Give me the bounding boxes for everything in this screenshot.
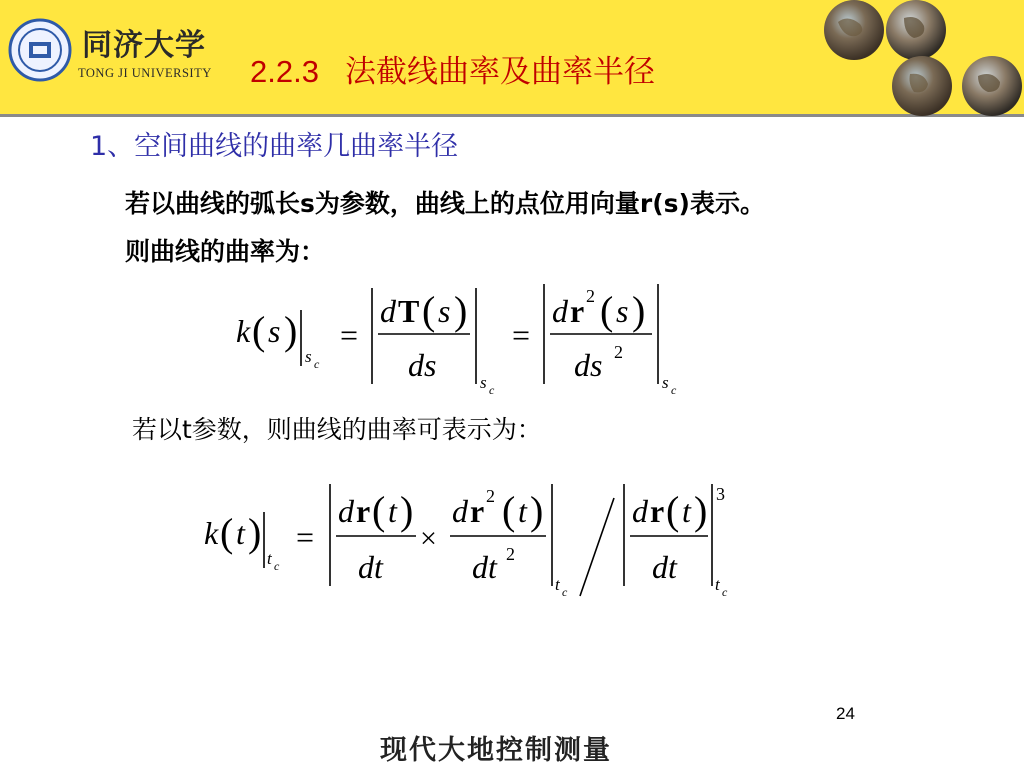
formula2-t2: t — [388, 493, 397, 529]
globe-icon — [824, 0, 884, 60]
university-logo — [8, 14, 240, 88]
formula1-s2: s — [438, 293, 451, 329]
formula2-lparen2: ( — [372, 488, 386, 533]
formula1-rparen2: ) — [454, 288, 468, 333]
formula1-ds2: ds — [574, 347, 603, 383]
formula2-subc3: c — [722, 585, 728, 599]
globe-icon — [892, 56, 952, 116]
formula1-ds: ds — [408, 347, 437, 383]
formula2-t: t — [236, 515, 245, 551]
formula2-d: d — [338, 493, 354, 529]
formula1-k: k — [236, 313, 251, 349]
intro-line-2: 则曲线的曲率为： — [125, 237, 326, 266]
formula2-t3: t — [518, 493, 527, 529]
formula1-eq2: = — [512, 317, 531, 353]
formula1-subc2: c — [489, 383, 495, 397]
formula2-rparen: ) — [248, 510, 262, 555]
formula1-sub2: s — [480, 373, 487, 392]
formula2-r3: r — [650, 493, 665, 529]
formula1-subc3: c — [671, 383, 677, 397]
formula1-d2: d — [552, 293, 568, 329]
intro-line-1: 若以曲线的弧长s为参数，曲线上的点位用向量r(s)表示。 — [125, 189, 765, 218]
formula1-lparen: ( — [252, 308, 266, 353]
university-name: 同济大学 — [82, 28, 206, 63]
university-seal-icon — [8, 18, 72, 82]
formula1-lparen3: ( — [600, 288, 614, 333]
formula1-rparen3: ) — [632, 288, 646, 333]
formula1-subc: c — [314, 357, 320, 371]
formula2-rparen3: ) — [530, 488, 544, 533]
intro-paragraph — [125, 180, 765, 276]
formula2-sub3: t — [715, 575, 720, 594]
formula2-rparen4: ) — [694, 488, 708, 533]
page-number: 24 — [836, 704, 855, 723]
formula1-eq: = — [340, 317, 359, 353]
formula2-exp3: 3 — [716, 484, 725, 504]
globe-icon — [962, 56, 1022, 116]
subsection-heading: 1、空间曲线的曲率几曲率半径 — [90, 131, 459, 162]
section-title — [250, 46, 655, 91]
formula1-sub3: s — [662, 373, 669, 392]
formula1-d: d — [380, 293, 396, 329]
section-title-text: 法截线曲率及曲率半径 — [344, 54, 655, 90]
globes-decoration — [808, 0, 1024, 116]
formula2-times: × — [420, 522, 437, 555]
curvature-formula-arclength — [228, 282, 688, 400]
formula2-dt3: dt — [652, 549, 677, 585]
formula2-dt2: dt — [472, 549, 497, 585]
formula2-exp: 2 — [486, 486, 495, 506]
formula1-T: T — [398, 293, 420, 329]
formula1-s: s — [268, 313, 281, 349]
formula1-exp2: 2 — [614, 342, 623, 362]
formula2-d3: d — [632, 493, 648, 529]
formula2-sub2: t — [555, 575, 560, 594]
formula1-lparen2: ( — [422, 288, 436, 333]
formula1-rparen: ) — [284, 308, 298, 353]
formula2-k: k — [204, 515, 219, 551]
formula2-eq: = — [296, 519, 315, 555]
curvature-formula-parameter-t — [196, 478, 744, 602]
formula2-r2: r — [470, 493, 485, 529]
parameter-t-paragraph: 若以t参数，则曲线的曲率可表示为： — [132, 415, 542, 444]
formula2-subc2: c — [562, 585, 568, 599]
formula2-lparen3: ( — [502, 488, 516, 533]
formula2-rparen2: ) — [400, 488, 414, 533]
formula2-dt: dt — [358, 549, 383, 585]
section-number: 2.2.3 — [250, 54, 319, 89]
formula1-s3: s — [616, 293, 629, 329]
formula2-lparen4: ( — [666, 488, 680, 533]
formula2-t4: t — [682, 493, 691, 529]
formula2-subc: c — [274, 559, 280, 573]
formula1-exp: 2 — [586, 286, 595, 306]
formula1-r: r — [570, 293, 585, 329]
university-name-english: TONG JI UNIVERSITY — [78, 66, 212, 80]
formula1-sub: s — [305, 347, 312, 366]
formula2-r: r — [356, 493, 371, 529]
formula2-sub: t — [267, 549, 272, 568]
formula2-lparen: ( — [220, 510, 234, 555]
globe-icon — [886, 0, 946, 60]
course-title-footer: 现代大地控制测量 — [380, 735, 612, 766]
formula2-d2: d — [452, 493, 468, 529]
formula2-exp2: 2 — [506, 544, 515, 564]
